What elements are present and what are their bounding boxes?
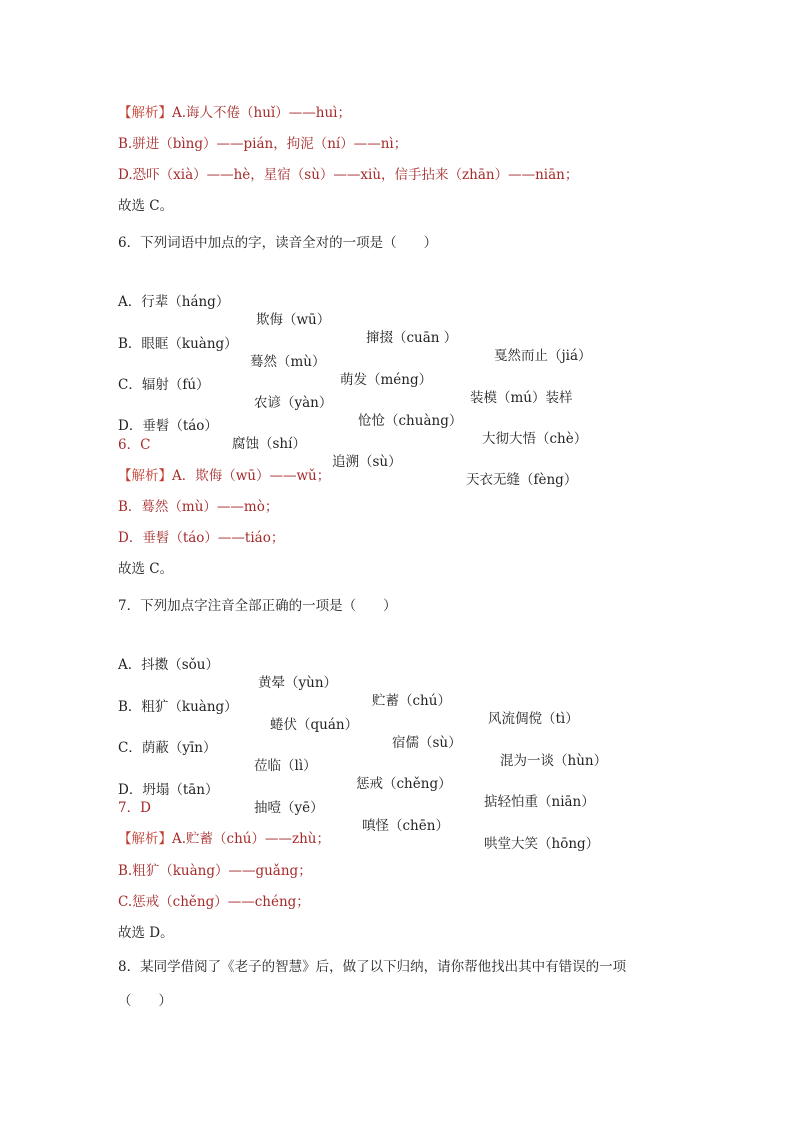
option-item: 大彻大悟（chè） <box>482 431 588 447</box>
explain-line <box>118 467 330 485</box>
option-item: B．粗犷（kuàng） <box>118 699 238 715</box>
explain-conclusion: 故选 D。 <box>118 925 174 941</box>
explain-line <box>118 830 330 848</box>
option-item: 戛然而止（jiá） <box>494 348 592 364</box>
option-item: 混为一谈（hùn） <box>500 753 608 769</box>
explain-tag: 【解析】 <box>118 468 172 484</box>
option-item: 莅临（lì） <box>254 758 317 774</box>
explain-line: B．蓦然（mù）——mò； <box>118 499 279 515</box>
explain-line: C.惩戒（chěng）——chéng； <box>118 894 310 910</box>
option-item: 腐蚀（shí） <box>232 436 306 452</box>
option-item: 装模（mú）装样 <box>470 390 573 406</box>
option-item: 萌发（méng） <box>340 372 433 388</box>
explain-text: A.贮蓄（chú）——zhù； <box>172 831 330 847</box>
explain-line: B.粗犷（kuàng）——guǎng； <box>118 863 312 879</box>
explain-text: A.诲人不倦（huǐ）——huì； <box>172 105 351 121</box>
explain-line: D．垂髫（táo）——tiáo； <box>118 530 285 546</box>
option-item: 哄堂大笑（hōng） <box>484 836 600 852</box>
option-item: 惩戒（chěng） <box>356 776 452 792</box>
option-item: D．垂髫（táo） <box>118 418 218 434</box>
option-item: A．行辈（háng） <box>118 294 230 310</box>
explain-line: B.骈进（bìng）——pián，拘泥（ní）——nì； <box>118 136 408 152</box>
explain-tag: 【解析】 <box>118 831 172 847</box>
option-item: 黄晕（yùn） <box>258 675 338 691</box>
option-item: C．辐射（fú） <box>118 377 210 393</box>
question-stem: 6．下列词语中加点的字，读音全对的一项是（ ） <box>118 235 438 251</box>
option-item: 抽噎（yē） <box>254 800 324 816</box>
option-item: B．眼眶（kuàng） <box>118 336 238 352</box>
question-stem: 7．下列加点字注音全部正确的一项是（ ） <box>118 598 397 614</box>
option-item: 贮蓄（chú） <box>372 693 451 709</box>
option-item: C．荫蔽（yīn） <box>118 740 217 756</box>
explain-conclusion: 故选 C。 <box>118 198 174 214</box>
option-item: 怆怆（chuàng） <box>358 413 463 429</box>
option-item: 宿儒（sù） <box>392 735 462 751</box>
option-item: 蜷伏（quán） <box>270 717 359 733</box>
explain-line: D.恐吓（xià）——hè，星宿（sù）——xiù，信手拈来（zhān）——niān； <box>118 167 579 183</box>
option-item: D．坍塌（tān） <box>118 782 219 798</box>
option-item: 天衣无缝（fèng） <box>466 472 578 488</box>
option-item: 农谚（yàn） <box>254 395 333 411</box>
option-item: 欺侮（wū） <box>256 312 331 328</box>
option-item: 嗔怪（chēn） <box>362 818 449 834</box>
option-item: 追溯（sù） <box>332 454 402 470</box>
question-paren: （ ） <box>118 993 172 1009</box>
question-stem: 8．某同学借阅了《老子的智慧》后，做了以下归纳，请你帮他找出其中有错误的一项 <box>118 959 627 975</box>
answer-label: 6．C <box>118 437 151 453</box>
explain-line <box>118 104 351 122</box>
explain-tag: 【解析】 <box>118 105 172 121</box>
explain-conclusion: 故选 C。 <box>118 561 174 577</box>
option-item: 掂轻怕重（niān） <box>484 794 595 810</box>
explain-text: A．欺侮（wū）——wǔ； <box>172 468 331 484</box>
answer-label: 7．D <box>118 800 151 816</box>
option-item: 蓦然（mù） <box>250 354 326 370</box>
option-item: 风流倜傥（tì） <box>488 711 579 727</box>
option-item: A．抖擞（sǒu） <box>118 657 219 673</box>
option-item: 撺掇（cuān ） <box>366 330 458 346</box>
